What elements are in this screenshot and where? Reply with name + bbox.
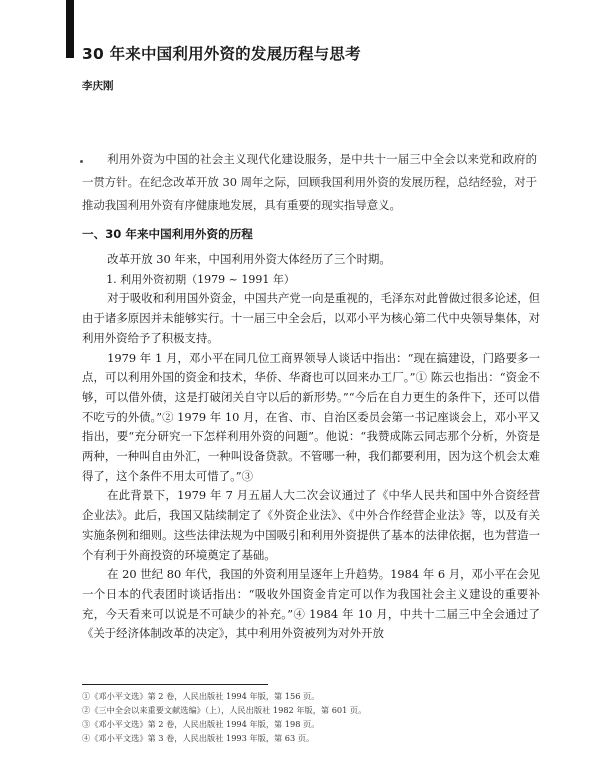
body-paragraph: 改革开放 30 年来，中国利用外资大体经历了三个时期。 [107,252,391,266]
abstract-paragraph: 利用外资为中国的社会主义现代化建设服务，是中共十一届三中全会以来党和政府的一贯方针。在纪念改革开放 30 周年之际，回顾我国利用外资的发展历程，总结经验，对于推动我国利用外资有序健康地发展，具有重要的现实指导意义。 [82,152,537,212]
body-paragraph: 在此背景下，1979 年 7 月五届人大二次会议通过了《中华人民共和国中外合资经营企业法》。此后，我国又陆续制定了《外资企业法》、《中外合作经营企业法》等，以及有关实施条例和细则。这些法律法规为中国吸引和利用外资提供了基本的法律依据，也为营造一个有利于外商投资的环境奠定了基础。 [82,488,540,562]
footnotes [82,689,522,745]
article-author: 李庆刚 [82,80,114,92]
footnote-item: ①《邓小平文选》第 2 卷，人民出版社 1994 年版，第 156 页。 [82,691,320,701]
margin-marker-bar [66,0,74,58]
footnote-item: ④《邓小平文选》第 3 卷，人民出版社 1993 年版，第 63 页。 [82,733,315,743]
body-paragraph: 在 20 世纪 80 年代，我国的外资利用呈逐年上升趋势。1984 年 6 月，邓小平在会见一个日本的代表团时谈话指出：“吸收外国资金肯定可以作为我国社会主义建设的重要补充，今天看来可以说是不可缺少的补充。”④ 1984 年 10 月，中共十二届三中全会通过了《关于经济体制改革的决定》，其中利用外资被列为对外开放 [82,567,540,641]
body-paragraph: 1979 年 1 月，邓小平在同几位工商界领导人谈话中指出：“现在搞建设，门路要多一点，可以利用外国的资金和技术，华侨、华裔也可以回来办工厂。”① 陈云也指出：“资金不够，可以借外债，这是打破闭关自守以后的新形势。”“今后在自力更生的条件下，还可以借不吃亏的外债。”② 1979 年 10 月，在省、市、自治区委员会第一书记座谈会上，邓小平又指出，要“充分研究一下怎样利用外资的问题”。他说：“我赞成陈云同志那个分析，外资是两种，一种叫自由外汇，一种叫设备贷款。不管哪一种，我们都要利用，因为这个机会太难得了，这个条件不用太可惜了。”③ [82,350,540,483]
subsection-heading: 1. 利用外资初期（1979 ~ 1991 年） [106,272,295,286]
footnote-divider [82,684,268,685]
article-title: 30 年来中国利用外资的发展历程与思考 [82,45,361,63]
section-heading: 一、30 年来中国利用外资的历程 [82,227,253,241]
body-paragraph: 对于吸收和利用国外资金，中国共产党一向是重视的，毛泽东对此曾做过很多论述，但由于诸多原因并未能够实行。十一届三中全会后，以邓小平为核心第二代中央领导集体，对利用外资给予了积极支持。 [82,291,540,345]
body-text [82,250,540,644]
footnote-item: ③《邓小平文选》第 2 卷，人民出版社 1994 年版，第 198 页。 [82,719,320,729]
footnote-item: ②《三中全会以来重要文献选编》（上），人民出版社 1982 年版，第 601 页。 [82,705,367,715]
